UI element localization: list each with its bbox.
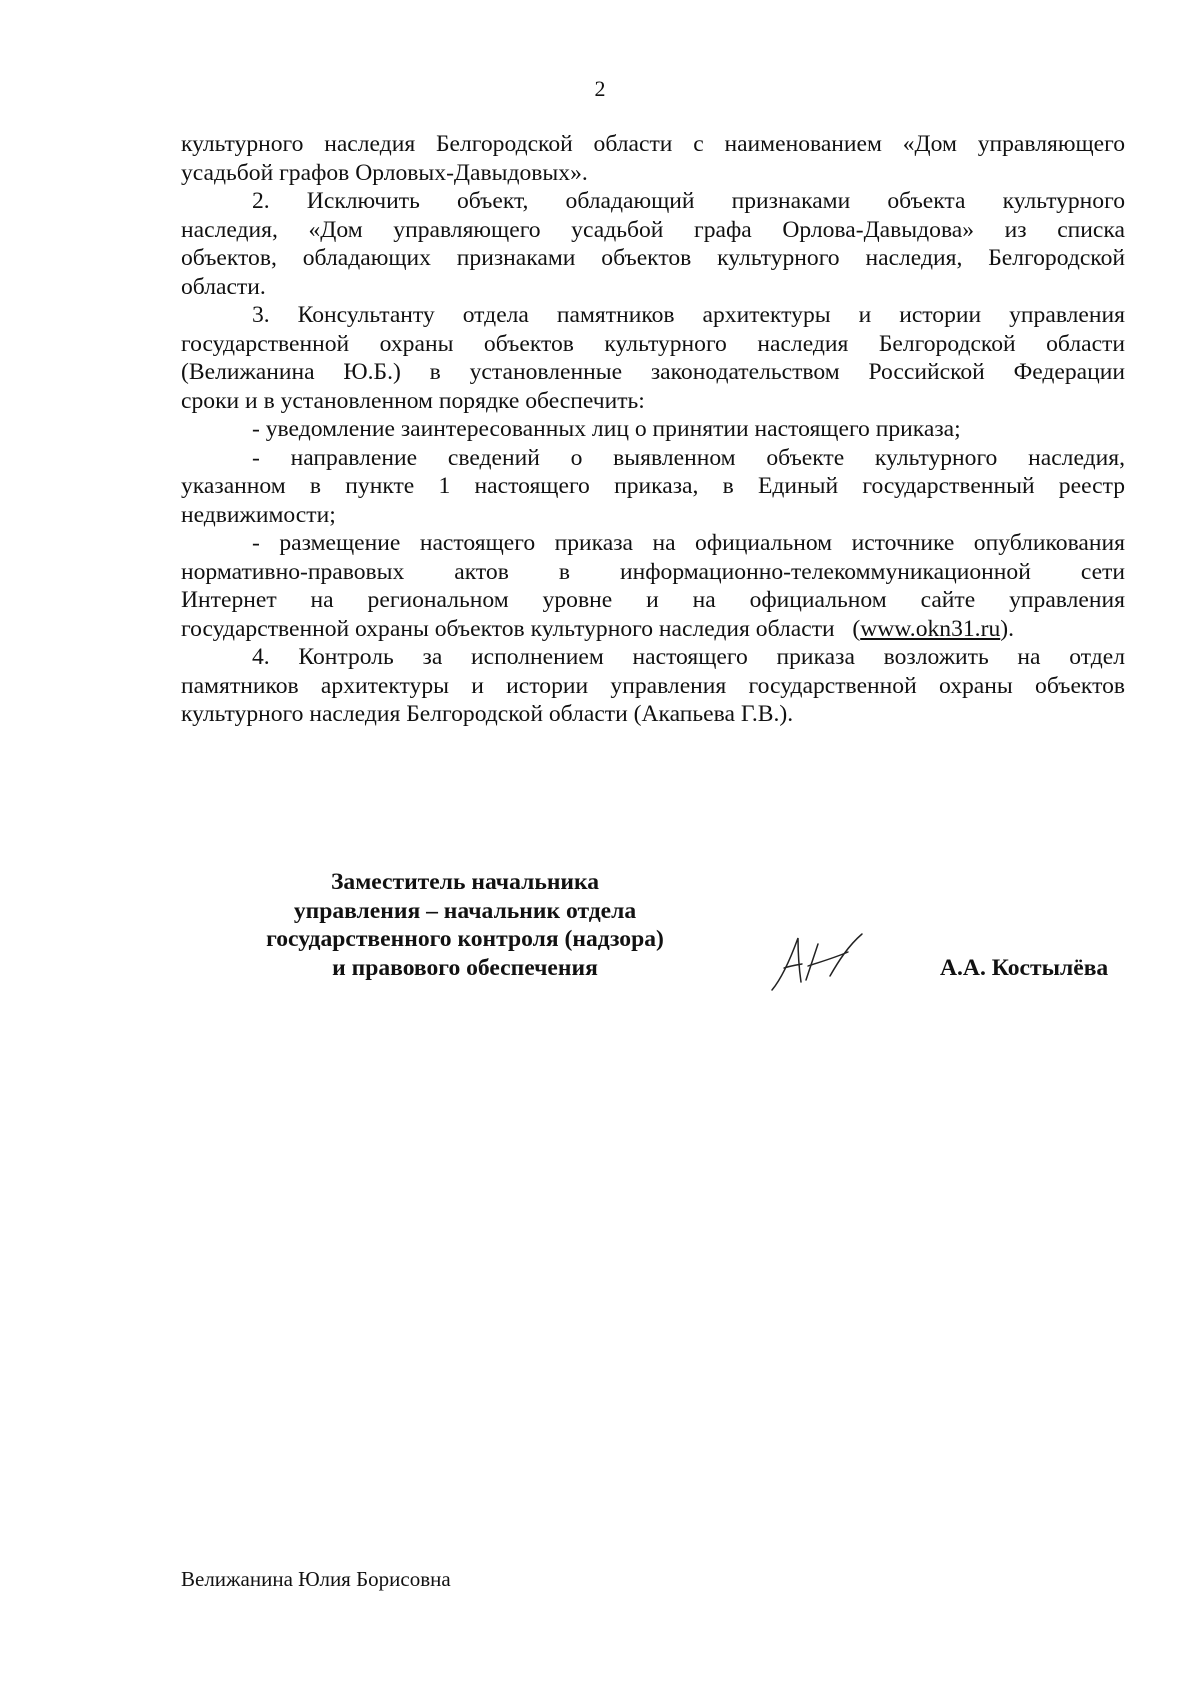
- text-line: 2. Исключить объект, обладающий признаками объекта культурного: [252, 188, 1125, 214]
- text-line: недвижимости;: [181, 501, 336, 528]
- website-link[interactable]: www.okn31.ru: [860, 615, 1001, 642]
- text-line: - размещение настоящего приказа на официальном источнике опубликования: [252, 530, 1125, 556]
- title-line: государственного контроля (надзора): [266, 926, 664, 952]
- text-line: области.: [181, 273, 266, 300]
- text-line: 4. Контроль за исполнением настоящего приказа возложить на отдел: [252, 644, 1125, 670]
- title-line: Заместитель начальника: [330, 869, 600, 895]
- text-line: - уведомление заинтересованных лиц о принятии настоящего приказа;: [252, 416, 961, 442]
- text-line: Интернет на региональном уровне и на официальном сайте управления: [181, 587, 1125, 613]
- paragraph-item-2: [181, 187, 1125, 301]
- text-line: сроки и в установленном порядке обеспечить:: [181, 387, 645, 414]
- text-line: указанном в пункте 1 настоящего приказа, в Единый государственный реестр: [181, 473, 1125, 499]
- bullet-publication: [181, 529, 1125, 643]
- text-line: нормативно-правовых актов в информационно-телекоммуникационной сети: [181, 558, 1125, 585]
- signatory-title: [230, 868, 700, 982]
- text-line: 3. Консультанту отдела памятников архитектуры и истории управления: [252, 302, 1125, 328]
- text-line: культурного наследия Белгородской области с наименованием «Дом управляющего: [181, 131, 1125, 157]
- text-line: (Велижанина Ю.Б.) в установленные законодательством Российской Федерации: [181, 359, 1125, 385]
- executor-name: Велижанина Юлия Борисовна: [181, 1567, 451, 1591]
- text-segment: государственной охраны объектов культурного наследия области: [181, 615, 835, 642]
- paragraph-item-4: [181, 643, 1125, 729]
- bullet-notification: [181, 415, 1125, 444]
- bullet-registry: [181, 444, 1125, 530]
- document-body: [181, 130, 1125, 729]
- page-number: 2: [594, 76, 606, 101]
- paragraph-continuation: [181, 130, 1125, 187]
- text-line: - направление сведений о выявленном объекте культурного наследия,: [252, 444, 1125, 471]
- title-line: и правового обеспечения: [332, 954, 598, 981]
- title-line: управления – начальник отдела: [293, 897, 637, 924]
- text-line: государственной охраны объектов культурного наследия области (www.okn31.ru).: [181, 615, 1015, 642]
- text-line: культурного наследия Белгородской области (Акапьева Г.В.).: [181, 701, 794, 727]
- text-line: усадьбой графов Орловых-Давыдовых».: [181, 159, 588, 186]
- text-line: памятников архитектуры и истории управления государственной охраны объектов: [181, 672, 1125, 699]
- paragraph-item-3: [181, 301, 1125, 415]
- text-line: государственной охраны объектов культурного наследия Белгородской области: [181, 330, 1125, 357]
- text-line: наследия, «Дом управляющего усадьбой графа Орлова-Давыдова» из списка: [181, 216, 1125, 243]
- text-line: объектов, обладающих признаками объектов культурного наследия, Белгородской: [181, 245, 1125, 271]
- handwritten-signature: [768, 932, 868, 994]
- signer-name: А.А. Костылёва: [940, 955, 1109, 981]
